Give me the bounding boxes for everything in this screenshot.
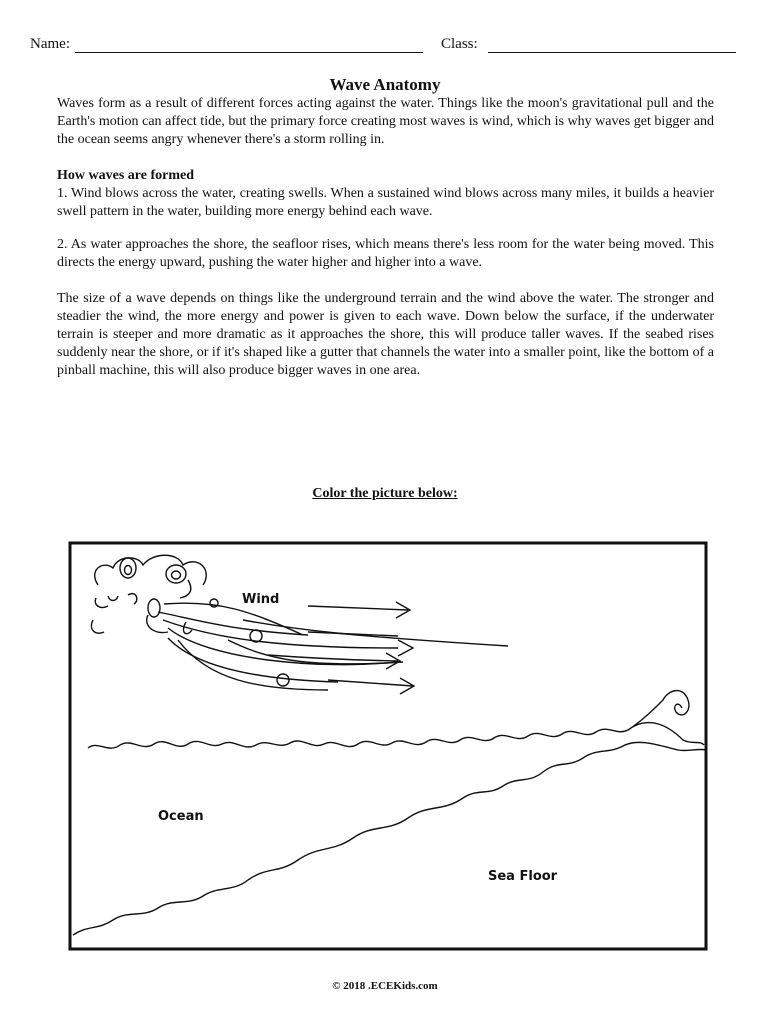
footer-copyright: © 2018 .ECEKids.com xyxy=(332,980,438,992)
wind-label: Wind xyxy=(242,592,280,607)
how-waves-formed-heading: How waves are formed xyxy=(57,168,194,183)
name-blank[interactable] xyxy=(75,52,423,53)
ocean-label: Ocean xyxy=(158,809,204,824)
page-title: Wave Anatomy xyxy=(329,75,441,94)
wave-size-text: The size of a wave depends on things like the underground terrain and the wind above the water. The stronger and steadier the wind, the more energy and power is given to each wave. Down below the surface, if the underwater terrain is steeper and more dramatic as it approaches the shore, this will produce taller waves. If the seabed rises suddenly near the shore, or if it's shaped like a gutter that channels the water into a smaller point, like the bottom of a pinball machine, this will also produce bigger waves in one area. xyxy=(57,291,714,378)
class-label: Class: xyxy=(441,36,478,52)
sea-floor-label: Sea Floor xyxy=(488,869,558,884)
step-2-paragraph xyxy=(57,236,714,272)
class-blank[interactable] xyxy=(488,52,736,53)
color-instruction: Color the picture below: xyxy=(312,486,458,501)
name-label: Name: xyxy=(30,36,70,52)
step-2-text: 2. As water approaches the shore, the seafloor rises, which means there's less room for the water being moved. This directs the energy upward, pushing the water higher and higher into a wave. xyxy=(57,237,714,270)
wave-diagram xyxy=(68,540,710,955)
coloring-picture[interactable] xyxy=(68,540,710,955)
intro-paragraph xyxy=(57,95,714,149)
intro-text: Waves form as a result of different forces acting against the water. Things like the moon's gravitational pull and the Earth's motion can affect tide, but the primary force creating most waves is wind, which is why waves get bigger and the ocean seems angry whenever there's a storm rolling in. xyxy=(57,96,714,147)
how-waves-formed-section xyxy=(57,167,714,221)
header-line xyxy=(30,36,740,58)
step-1-text: 1. Wind blows across the water, creating swells. When a sustained wind blows across many miles, it builds a heavier swell pattern in the water, building more energy behind each wave. xyxy=(57,186,714,219)
wave-size-paragraph xyxy=(57,290,714,380)
